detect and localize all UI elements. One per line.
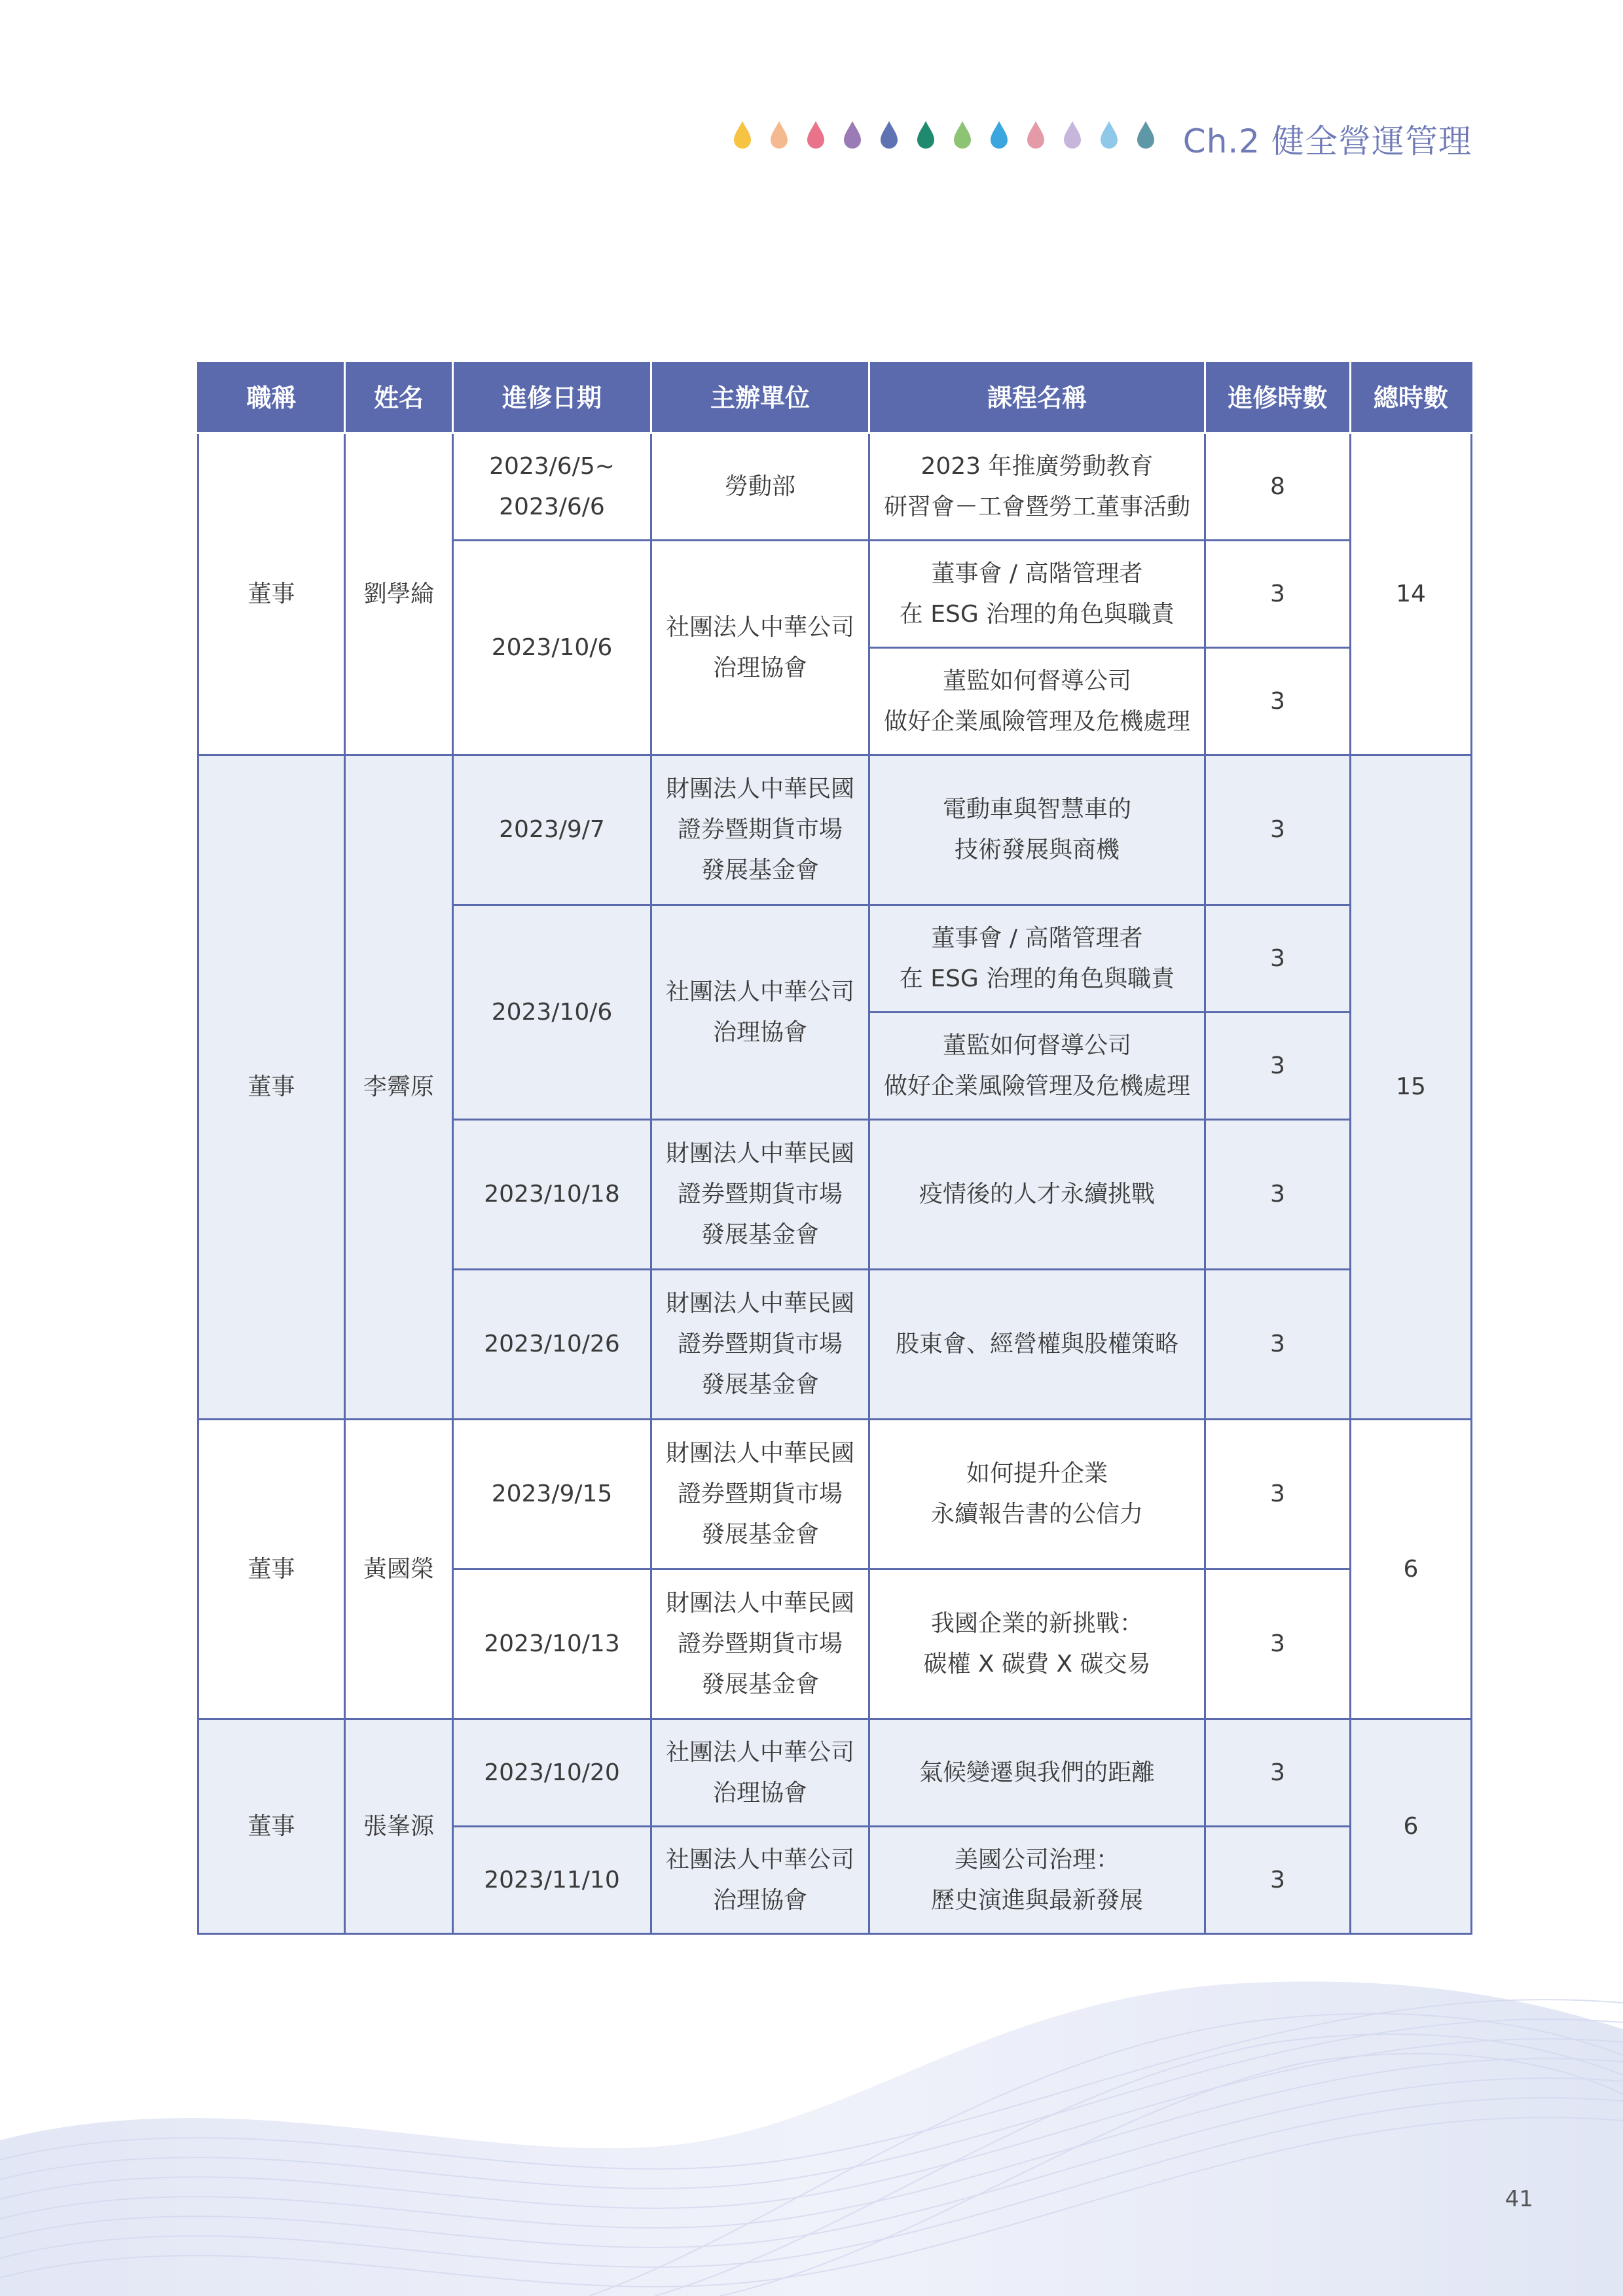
drop-icon	[1062, 120, 1083, 151]
drop-icon	[1135, 120, 1156, 151]
drop-icon	[915, 120, 936, 151]
cell-date: 2023/9/15	[453, 1420, 651, 1570]
table-row	[198, 755, 1472, 905]
cell-hours: 3	[1205, 1570, 1351, 1719]
cell-date: 2023/6/5~ 2023/6/6	[453, 433, 651, 541]
cell-organizer: 財團法人中華民國 證券暨期貨市場 發展基金會	[651, 755, 869, 905]
column-header-title: 職稱	[198, 363, 345, 433]
cell-organizer: 勞動部	[651, 433, 869, 541]
cell-organizer: 財團法人中華民國 證券暨期貨市場 發展基金會	[651, 1120, 869, 1270]
cell-hours: 3	[1205, 905, 1351, 1013]
cell-title: 董事	[198, 433, 345, 755]
column-header-total-hours: 總時數	[1351, 363, 1472, 433]
cell-hours: 3	[1205, 1120, 1351, 1270]
page-number: 41	[1504, 2186, 1533, 2212]
cell-organizer: 財團法人中華民國 證券暨期貨市場 發展基金會	[651, 1420, 869, 1570]
drop-icon	[769, 120, 790, 151]
drop-icon	[1099, 120, 1120, 151]
cell-hours: 3	[1205, 1013, 1351, 1120]
table-header-row	[198, 363, 1472, 433]
cell-course: 董事會 / 高階管理者 在 ESG 治理的角色與職責	[869, 541, 1205, 648]
cell-date: 2023/9/7	[453, 755, 651, 905]
cell-course: 我國企業的新挑戰： 碳權 X 碳費 X 碳交易	[869, 1570, 1205, 1719]
cell-total-hours: 14	[1351, 433, 1472, 755]
cell-date: 2023/10/13	[453, 1570, 651, 1719]
chapter-title: Ch.2 健全營運管理	[1182, 122, 1472, 160]
cell-date: 2023/10/26	[453, 1270, 651, 1420]
cell-hours: 8	[1205, 433, 1351, 541]
cell-course: 董監如何督導公司 做好企業風險管理及危機處理	[869, 1013, 1205, 1120]
cell-organizer: 社團法人中華公司 治理協會	[651, 1719, 869, 1827]
cell-date: 2023/10/6	[453, 905, 651, 1120]
drop-icon	[952, 120, 973, 151]
cell-name: 劉學綸	[345, 433, 453, 755]
cell-course: 董事會 / 高階管理者 在 ESG 治理的角色與職責	[869, 905, 1205, 1013]
drop-icon	[879, 120, 900, 151]
cell-name: 李霽原	[345, 755, 453, 1420]
cell-organizer: 社團法人中華公司 治理協會	[651, 541, 869, 755]
cell-date: 2023/10/6	[453, 541, 651, 755]
cell-total-hours: 6	[1351, 1719, 1472, 1934]
cell-course: 股東會、經營權與股權策略	[869, 1270, 1205, 1420]
cell-date: 2023/10/18	[453, 1120, 651, 1270]
drop-icon	[732, 120, 753, 151]
cell-hours: 3	[1205, 755, 1351, 905]
cell-date: 2023/10/20	[453, 1719, 651, 1827]
column-header-hours: 進修時數	[1205, 363, 1351, 433]
cell-hours: 3	[1205, 1420, 1351, 1570]
table-row	[198, 1719, 1472, 1827]
cell-hours: 3	[1205, 1270, 1351, 1420]
cell-hours: 3	[1205, 648, 1351, 755]
cell-course: 疫情後的人才永續挑戰	[869, 1120, 1205, 1270]
cell-organizer: 財團法人中華民國 證券暨期貨市場 發展基金會	[651, 1270, 869, 1420]
column-header-course: 課程名稱	[869, 363, 1205, 433]
cell-name: 張峯源	[345, 1719, 453, 1934]
column-header-date: 進修日期	[453, 363, 651, 433]
drop-icon-row	[732, 120, 1156, 151]
training-table	[197, 362, 1472, 1935]
cell-total-hours: 15	[1351, 755, 1472, 1420]
cell-course: 美國公司治理： 歷史演進與最新發展	[869, 1827, 1205, 1934]
cell-title: 董事	[198, 755, 345, 1420]
cell-organizer: 財團法人中華民國 證券暨期貨市場 發展基金會	[651, 1570, 869, 1719]
cell-name: 黃國榮	[345, 1420, 453, 1719]
cell-hours: 3	[1205, 1719, 1351, 1827]
cell-total-hours: 6	[1351, 1420, 1472, 1719]
drop-icon	[805, 120, 826, 151]
cell-course: 如何提升企業 永續報告書的公信力	[869, 1420, 1205, 1570]
cell-course: 電動車與智慧車的 技術發展與商機	[869, 755, 1205, 905]
cell-hours: 3	[1205, 1827, 1351, 1934]
cell-course: 董監如何督導公司 做好企業風險管理及危機處理	[869, 648, 1205, 755]
table-row	[198, 1420, 1472, 1570]
page-header	[732, 113, 1472, 158]
cell-course: 氣候變遷與我們的距離	[869, 1719, 1205, 1827]
cell-organizer: 社團法人中華公司 治理協會	[651, 905, 869, 1120]
cell-hours: 3	[1205, 541, 1351, 648]
cell-title: 董事	[198, 1420, 345, 1719]
cell-title: 董事	[198, 1719, 345, 1934]
table-row	[198, 433, 1472, 541]
column-header-organizer: 主辦單位	[651, 363, 869, 433]
column-header-name: 姓名	[345, 363, 453, 433]
drop-icon	[989, 120, 1010, 151]
drop-icon	[842, 120, 863, 151]
cell-organizer: 社團法人中華公司 治理協會	[651, 1827, 869, 1934]
cell-date: 2023/11/10	[453, 1827, 651, 1934]
cell-course: 2023 年推廣勞動教育 研習會－工會暨勞工董事活動	[869, 433, 1205, 541]
drop-icon	[1025, 120, 1046, 151]
